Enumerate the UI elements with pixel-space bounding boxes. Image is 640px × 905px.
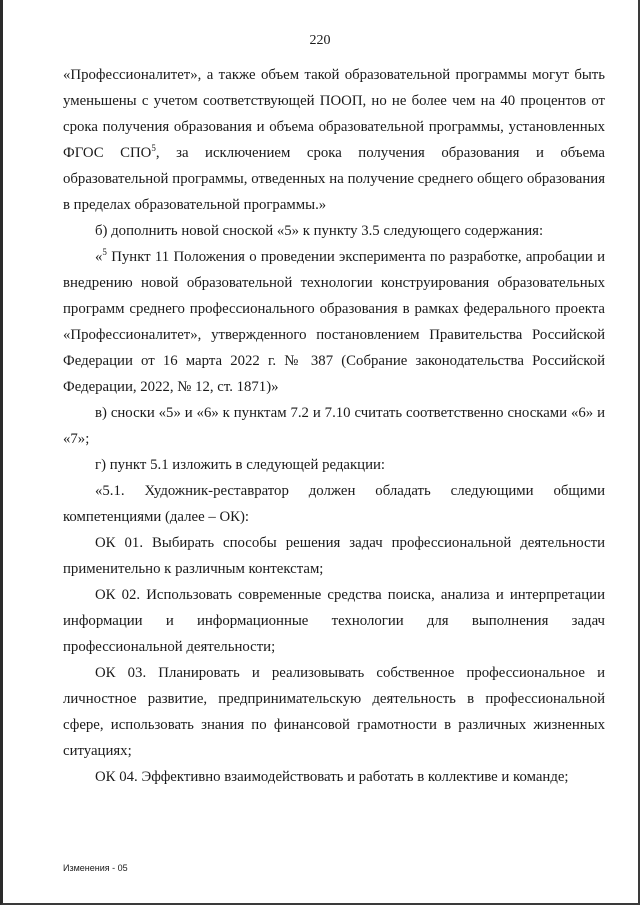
paragraph-1-text: «Профессионалитет», а также объем такой образовательной программы могут быть уменьшены с учетом соответствующей ПООП, но не более чем на 40 процентов от срока получения образования и объема образовательной программы, установленных ФГОС СПО [63, 67, 605, 161]
document-body [63, 62, 605, 790]
paragraph-ok-04: ОК 04. Эффективно взаимодействовать и работать в коллективе и команде; [95, 769, 569, 785]
paragraph-6: «5.1. Художник-реставратор должен обладать следующими общими компетенциями (далее – ОК): [63, 483, 605, 525]
page-number: 220 [309, 33, 331, 48]
quote-open: « [95, 249, 103, 265]
paragraph-ok-03: ОК 03. Планировать и реализовывать собственное профессиональное и личностное развитие, предпринимательскую деятельность в профессиональной сфере, использовать знания по финансовой грамотности в различных жизненных ситуациях; [63, 665, 605, 759]
paragraph-ok-01: ОК 01. Выбирать способы решения задач профессиональной деятельности применительно к различным контекстам; [63, 535, 605, 577]
paragraph-1-tail: , за исключением срока получения образования и объема образовательной программы, отведенных на получение среднего общего образования в пределах образовательной программы.» [63, 145, 605, 213]
footnote-ref-5: 5 [151, 143, 156, 153]
paragraph-4: в) сноски «5» и «6» к пунктам 7.2 и 7.10 считать соответственно сносками «6» и «7»; [63, 405, 605, 447]
paragraph-ok-02: ОК 02. Использовать современные средства поиска, анализа и интерпретации информации и информационные технологии для выполнения задач профессиональной деятельности; [63, 587, 605, 655]
paragraph-2: б) дополнить новой сноской «5» к пункту 3.5 следующего содержания: [95, 223, 544, 239]
paragraph-1 [63, 62, 605, 218]
paragraph-3 [63, 244, 605, 400]
paragraph-3-text: Пункт 11 Положения о проведении эксперимента по разработке, апробации и внедрению новой образовательной технологии конструирования образовательных программ среднего профессионального образования в рамках федерального проекта «Профессионалитет», утвержденного постановлением Правительства Российской Федерации от 16 марта 2022 г. № 387 (Собрание законодательства Российской Федерации, 2022, № 12, ст. 1871)» [63, 249, 605, 395]
paragraph-5: г) пункт 5.1 изложить в следующей редакции: [95, 457, 386, 473]
footnote-mark-5: 5 [102, 247, 107, 257]
footer-label: Изменения - 05 [63, 863, 128, 873]
